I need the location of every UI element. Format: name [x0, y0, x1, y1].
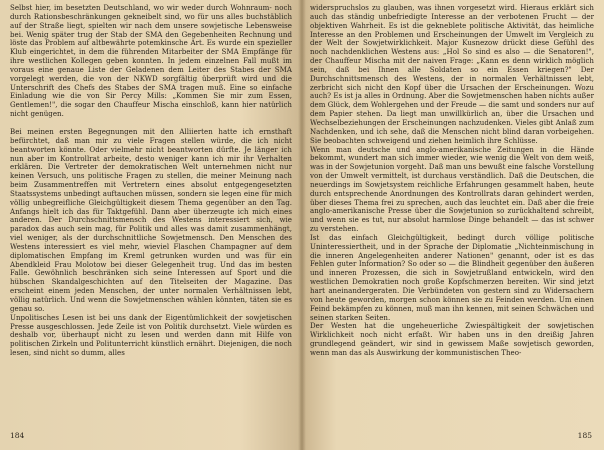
right-paragraph-2: Wenn man deutsche und anglo-amerikanische Zeitungen in die Hände bekommt, wundert man sich immer wieder, wie wenig die Welt von dem weiß, was in der Sowjetunion vorgeht. Daß man uns bewußt eine falsche Vorstellung von der Umwelt vermittelt, ist durchaus verständlich. Daß die Deutschen, die neuerdings im Sowjetsystem reichliche Erfahrungen gesammelt haben, heute durch entsprechende Anordnungen des Kontrollrats daran gehindert werden, über dieses Thema frei zu sprechen, auch das leuchtet ein. Daß aber die freie anglo-amerikanische Presse über die Sowjetunion so zurückhaltend schreibt, und wenn sie es tut, nur absolut harmlose Dinge behandelt — das ist schwer zu verstehen. [310, 144, 594, 234]
right-paragraph-4: Der Westen hat die ungeheuerliche Zwiespältigkeit der sowjetischen Wirklichkeit noch nicht erfaßt. Wir haben uns in den dreißig Jahren grundlegend geändert, wir sind in gewissem Maße sowjetisch geworden, wenn man das als Auswirkung der kommunistischen Theo- [310, 321, 594, 357]
right-page [300, 0, 604, 450]
right-paragraph-1: widerspruchslos zu glauben, was ihnen vorgesetzt wird. Hieraus erklärt sich auch das ständig unbefriedigte Interesse an der verbotenen Frucht — der objektiven Wahrheit. Es ist die gekneblete politische Aktivität, das heimliche Interesse an den Problemen und Erscheinungen der Umwelt im Vergleich zu der Welt der Sowjetwirklichkeit. Major Kusnezow drückt diese Gefühl des noch nachdenklichen Westens aus: „Hol So sind es also — die Senatoren!", der Chauffeur Mischa mit der naiven Frage: „Kann es denn wirklich möglich sein, daß bei Ihnen alle Soldaten so ein Essen kriegen?" Der Durchschnittsmensch des Westens, der in normalen Verhältnissen lebt, zerbricht sich nicht den Kopf über die Ursachen der Erscheinungen. Wozu auch? Es ist ja alles in Ordnung. Aber die Sowjetmenschen haben nichts außer dem Glück, dem Wohlergehen und der Freude — die samt und sonders nur auf dem Papier stehen. Da liegt man unwillkürlich an, über die Ursachen und Wechselbeziehungen der Erscheinungen nachzudenken. Vieles gibt Anlaß zum Nachdenken, und ich sehe, daß die Menschen nicht blind daran vorbeigehen. Sie beobachten schweigend und ziehen heimlich ihre Schlüsse. [310, 3, 594, 145]
left-paragraph-2: Bei meinen ersten Begegnungen mit den Alliierten hatte ich ernsthaft befürchtet, daß man mir zu viele Fragen stellen würde, die ich nicht beantworten könnte. Oder vielmehr nicht beantworten dürfte. Je länger ich nun aber im Kontrollrat arbeite, desto weniger kann ich mir ihr Verhalten erklären. Die Vertreter der demokratischen Welt unternehmen nicht nur keinen Versuch, uns politische Fragen zu stellen, die meiner Meinung nach beim Zusammentreffen mit Vertretern eines absolut entgegengesetzten Staatssystems unbedingt auftauchen müssen, sondern sie legen eine für mich völlig unbegreifliche Gleichgültigkeit diesem Thema gegenüber an den Tag. Anfangs hielt ich das für Taktgefühl. Dann aber überzeugte ich mich eines anderen. Der Durchschnittsmensch des Westens interessiert sich, wie paradox das auch sein mag, für Politik und alles was damit zusammenhängt, viel weniger, als der durchschnittliche Sowjetmensch. Den Menschen des Westens interessiert es viel mehr, wieviel Flaschen Champagner auf dem diplomatischen Empfang im Kreml getrunken wurden und was für ein Abendkleid Frau Molotow bei dieser Gelegenheit trug. Und das im besten Falle. Gewöhnlich beschränken sich seine Interessen auf Sport und die hübschen Skandalgeschichten auf den Titelseiten der Magazine. Das erscheint einem jeden Menschen, der unter normalen Verhältnissen lebt, völlig natürlich. Und wenn die Sowjetmenschen wählen könnten, täten sie es genau so. [10, 126, 292, 313]
book-gutter [298, 0, 306, 450]
right-page-number: 185 [577, 431, 592, 440]
left-paragraph-3: Unpolitisches Lesen ist bei uns dank der Eigentümlichkeit der sowjetischen Presse ausgeschlossen. Jede Zeile ist von Politik durchsetzt. Viele würden es deshalb vor, überhaupt nicht zu lesen und werden dann mit Hilfe von politischen Zirkeln und Politunterricht künstlich ernährt. Diejenigen, die noch lesen, sind nicht so dumm, alles [10, 312, 292, 358]
right-paragraph-3: Ist das einfach Gleichgültigkeit, bedingt durch völlige politische Uninteressiertheit, und in der Sprache der Diplomatie „Nichteinmischung in die inneren Angelegenheiten anderer Nationen" genannt, oder ist es das Fehlen guter Information? So oder so — die Blindheit gegenüber den äußeren und inneren Prozessen, die sich in Sowjetrußland entwickeln, wird den westlichen Demokratien noch große Kopfschmerzen bereiten. Wir sind jetzt hart aneinandergeraten. Die Verbündeten von gestern sind zu Widersachern von heute geworden, morgen schon können sie zu Feinden werden. Um einen Feind bekämpfen zu können, muß man ihn kennen, mit seinen Schwächen und seinen starken Seiten. [310, 232, 594, 322]
left-paragraph-1: Selbst hier, im besetzten Deutschland, wo wir weder durch Wohnraum- noch durch Rationsbeschränkungen gekneibelt sind, wo für uns alles buchstäblich auf der Straße liegt, spielten wir nach dem unsere sowjetische Lebensweise bei. Wenig später trug der Stab der SMA den Gegebenheiten Rechnung und löste das Problem auf altbewährte potemkinsche Art. Es wurde ein spezieller Klub eingerichtet, in dem die führenden Mitarbeiter der SMA Empfänge für ihre westlichen Kollegen geben konnten. In jedem einzelnen Fall mußt im voraus eine genaue Liste der Geladenen dem Leiter des Stabes der SMA vorgelegt werden, die von der NKWD sorgfältig überprüft wird und die Unterschrift des Chefs des Stabes der SMA tragen muß. Eine so einfache Einladung wie die von Sir Percy Mills: „Kommen Sie mir zum Essen, Gentlemen!", die sogar den Chauffeur Mischa einschloß, kann hier natürlich nicht genügen. [10, 3, 292, 119]
left-page-number: 184 [10, 431, 25, 440]
left-page [0, 0, 300, 450]
